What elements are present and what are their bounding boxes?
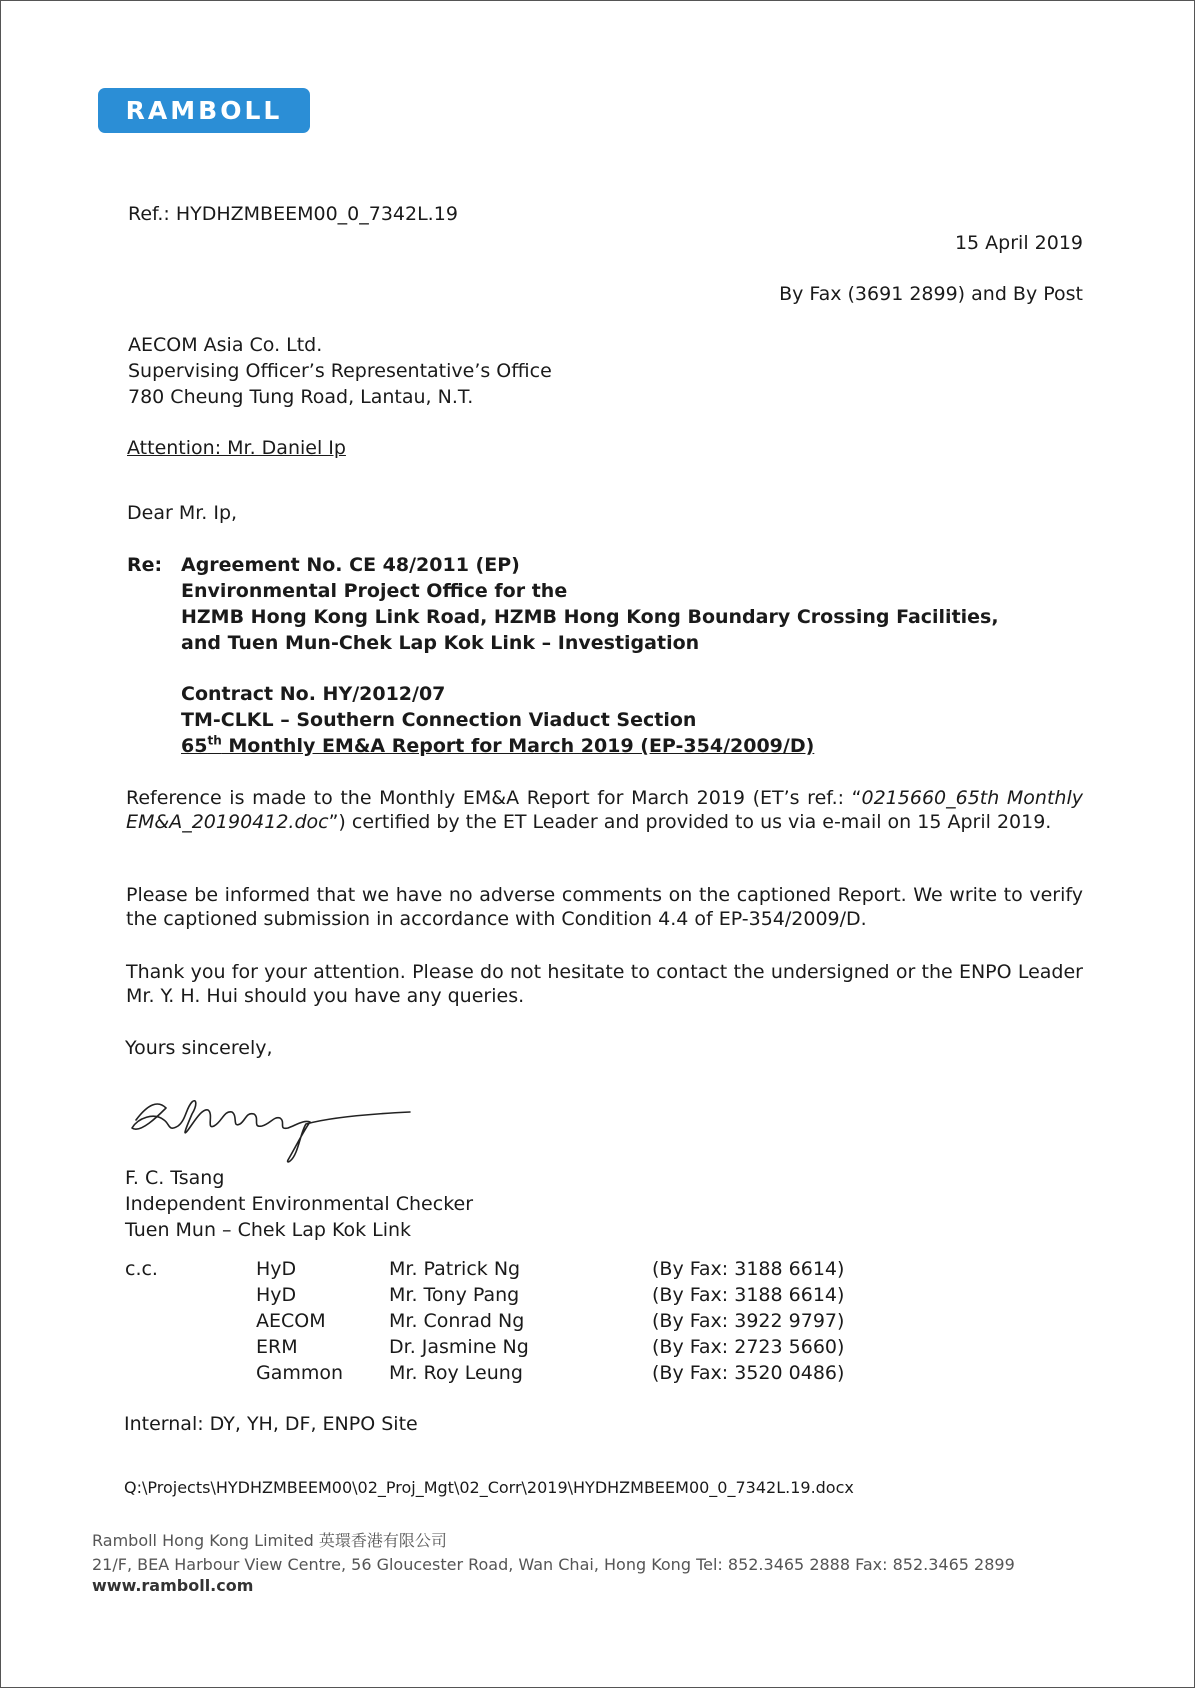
- signature-graphic: [128, 1090, 413, 1165]
- report-number: 65: [181, 735, 208, 757]
- cc-fax: (By Fax: 3188 6614): [652, 1258, 845, 1280]
- cc-org: Gammon: [256, 1362, 344, 1384]
- addressee-line-3: 780 Cheung Tung Road, Lantau, N.T.: [128, 386, 474, 408]
- report-ordinal: th: [207, 733, 222, 748]
- internal-distribution: Internal: DY, YH, DF, ENPO Site: [124, 1413, 418, 1435]
- cc-fax: (By Fax: 3188 6614): [652, 1284, 845, 1306]
- cc-person: Mr. Roy Leung: [389, 1362, 523, 1384]
- report-filename: 0215660_65th Monthly EM&A_20190412.doc: [126, 787, 1083, 833]
- cc-org: AECOM: [256, 1310, 326, 1332]
- attention-line: Attention: Mr. Daniel Ip: [127, 437, 346, 459]
- contract-line-1: Contract No. HY/2012/07: [181, 683, 446, 705]
- cc-person: Mr. Patrick Ng: [389, 1258, 521, 1280]
- signatory-name: F. C. Tsang: [125, 1167, 225, 1189]
- paragraph-contact: Thank you for your attention. Please do not hesitate to contact the undersigned or the ENPO Leader Mr. Y. H. Hui should you have any queries.: [126, 961, 1083, 1007]
- logo-text: RAMBOLL: [125, 96, 283, 125]
- cc-label: c.c.: [125, 1258, 158, 1280]
- re-line-4: and Tuen Mun-Chek Lap Kok Link – Investigation: [181, 632, 700, 654]
- file-path: Q:\Projects\HYDHZMBEEM00\02_Proj_Mgt\02_Corr\2019\HYDHZMBEEM00_0_7342L.19.docx: [124, 1478, 854, 1497]
- report-title: [181, 733, 814, 759]
- ramboll-logo: [98, 88, 310, 133]
- closing: Yours sincerely,: [125, 1037, 273, 1059]
- re-label: Re:: [127, 554, 163, 576]
- signatory-title: Independent Environmental Checker: [125, 1193, 474, 1215]
- paragraph-1-end: ”) certified by the ET Leader and provided to us via e-mail on 15 April 2019.: [328, 811, 1052, 833]
- contract-line-2: TM-CLKL – Southern Connection Viaduct Section: [181, 709, 697, 731]
- cc-fax: (By Fax: 2723 5660): [652, 1336, 845, 1358]
- report-title-rest: Monthly EM&A Report for March 2019 (EP-354/2009/D): [221, 735, 815, 757]
- addressee-line-1: AECOM Asia Co. Ltd.: [128, 334, 323, 356]
- delivery-method: By Fax (3691 2899) and By Post: [779, 283, 1083, 305]
- letter-date: 15 April 2019: [954, 232, 1083, 254]
- cc-org: HyD: [256, 1258, 297, 1280]
- cc-person: Mr. Tony Pang: [389, 1284, 520, 1306]
- re-line-3: HZMB Hong Kong Link Road, HZMB Hong Kong Boundary Crossing Facilities,: [181, 606, 999, 628]
- salutation: Dear Mr. Ip,: [127, 502, 238, 524]
- cc-person: Dr. Jasmine Ng: [389, 1336, 529, 1358]
- cc-fax: (By Fax: 3520 0486): [652, 1362, 845, 1384]
- re-line-2: Environmental Project Office for the: [181, 580, 568, 602]
- footer-company: Ramboll Hong Kong Limited 英環香港有限公司: [92, 1531, 447, 1550]
- cc-org: ERM: [256, 1336, 298, 1358]
- cc-org: HyD: [256, 1284, 297, 1306]
- paragraph-comments: Please be informed that we have no adverse comments on the captioned Report. We write to verify the captioned submission in accordance with Condition 4.4 of EP-354/2009/D.: [126, 884, 1083, 930]
- footer-address: 21/F, BEA Harbour View Centre, 56 Gloucester Road, Wan Chai, Hong Kong Tel: 852.3465 2888 Fax: 852.3465 2899: [92, 1555, 1015, 1574]
- cc-fax: (By Fax: 3922 9797): [652, 1310, 845, 1332]
- re-line-1: Agreement No. CE 48/2011 (EP): [181, 554, 520, 576]
- cc-person: Mr. Conrad Ng: [389, 1310, 525, 1332]
- paragraph-1-start: Reference is made to the Monthly EM&A Report for March 2019 (ET’s ref.: “: [126, 787, 862, 809]
- paragraph-reference: [126, 786, 1083, 834]
- signatory-project: Tuen Mun – Chek Lap Kok Link: [125, 1219, 412, 1241]
- footer-website: www.ramboll.com: [92, 1576, 254, 1595]
- reference-number: Ref.: HYDHZMBEEM00_0_7342L.19: [128, 203, 458, 225]
- addressee-line-2: Supervising Officer’s Representative’s Office: [128, 360, 552, 382]
